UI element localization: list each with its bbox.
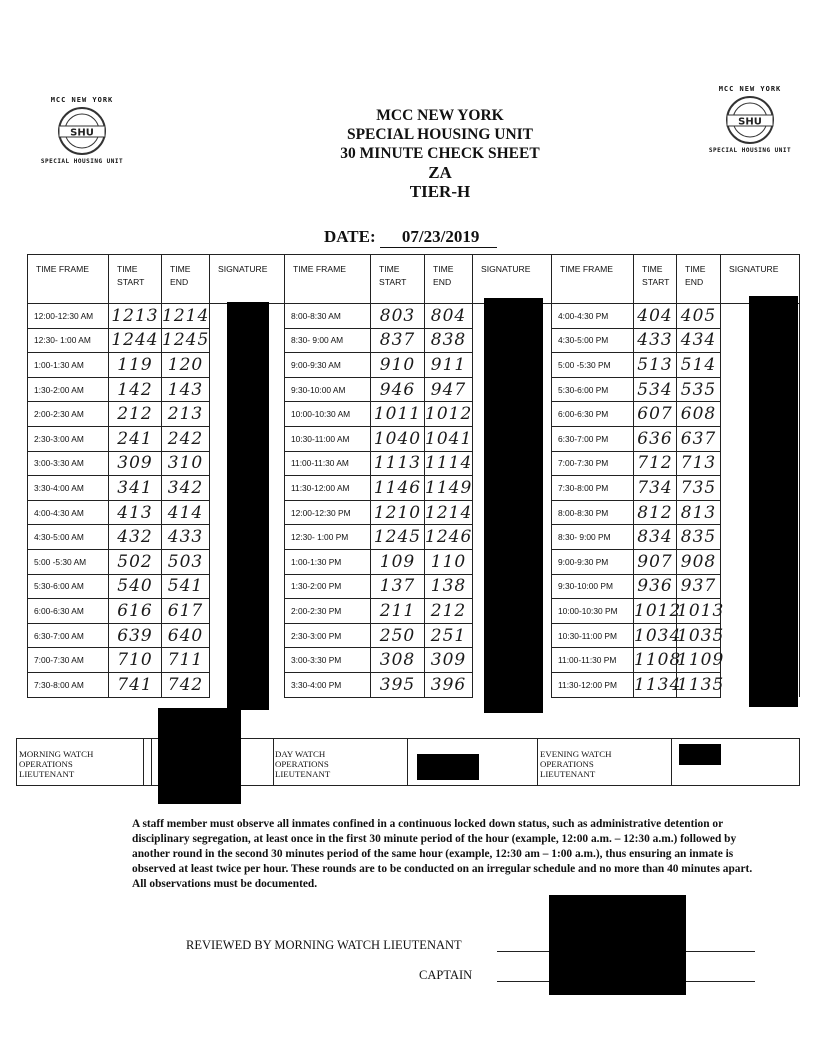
time-start-cell: 741 [109,672,162,697]
time-start-cell: 1034 [634,623,677,648]
time-start-cell: 1012 [634,599,677,624]
time-start-cell: 1245 [371,525,425,550]
time-start-cell: 432 [109,525,162,550]
time-start-cell: 1244 [109,328,162,353]
time-end-cell: 110 [425,549,473,574]
header-signature: SIGNATURE [473,255,552,304]
time-start-cell: 834 [634,525,677,550]
logo-top-text: MCC NEW YORK [50,96,114,104]
time-end-cell: 640 [162,623,210,648]
time-end-cell: 947 [425,377,473,402]
logo-bottom-text: SPECIAL HOUSING UNIT [708,147,792,154]
logo-seal-text: SHU [738,116,762,128]
shu-seal-icon [57,106,107,156]
time-frame-cell: 7:30-8:00 AM [28,672,109,697]
time-start-cell: 534 [634,377,677,402]
title-line-4: ZA [428,163,452,182]
time-end-cell: 310 [162,451,210,476]
time-start-cell: 404 [634,304,677,329]
time-start-cell: 119 [109,353,162,378]
header-time-start: TIME START [109,255,162,304]
table-body [28,304,800,698]
time-end-cell: 1214 [162,304,210,329]
time-frame-cell: 3:00-3:30 AM [28,451,109,476]
time-start-cell: 1113 [371,451,425,476]
time-start-cell: 250 [371,623,425,648]
time-start-cell: 211 [371,599,425,624]
logo-bottom-text: SPECIAL HOUSING UNIT [40,158,124,165]
header-time-end: TIME END [162,255,210,304]
table-row [28,402,800,427]
time-end-cell: 342 [162,476,210,501]
time-end-cell: 813 [677,500,721,525]
logo-top-text: MCC NEW YORK [718,85,782,93]
time-frame-cell: 2:00-2:30 PM [285,599,371,624]
redacted-signature-block [484,298,543,713]
time-end-cell: 514 [677,353,721,378]
time-start-cell: 109 [371,549,425,574]
time-end-cell: 143 [162,377,210,402]
time-frame-cell: 4:00-4:30 PM [552,304,634,329]
time-start-cell: 734 [634,476,677,501]
evening-watch-label: EVENING WATCH OPERATIONS LIEUTENANT [540,749,612,779]
time-frame-cell: 12:30- 1:00 PM [285,525,371,550]
header-time-end: TIME END [677,255,721,304]
time-end-cell: 309 [425,648,473,673]
header-time-frame: TIME FRAME [552,255,634,304]
time-frame-cell: 2:00-2:30 AM [28,402,109,427]
time-end-cell: 396 [425,672,473,697]
time-start-cell: 433 [634,328,677,353]
header-signature: SIGNATURE [210,255,285,304]
time-frame-cell: 7:00-7:30 PM [552,451,634,476]
table-row [28,353,800,378]
time-frame-cell: 9:30-10:00 AM [285,377,371,402]
reviewed-by-label: REVIEWED BY MORNING WATCH LIEUTENANT [186,938,462,952]
table-row [28,599,800,624]
time-start-cell: 502 [109,549,162,574]
time-end-cell: 804 [425,304,473,329]
shu-logo-left [37,96,127,165]
redacted-signature-block [417,754,479,780]
time-frame-cell: 1:30-2:00 PM [285,574,371,599]
time-start-cell: 910 [371,353,425,378]
time-frame-cell: 7:30-8:00 PM [552,476,634,501]
header-time-start: TIME START [634,255,677,304]
table-row [28,451,800,476]
time-start-cell: 1213 [109,304,162,329]
time-start-cell: 607 [634,402,677,427]
time-end-cell: 212 [425,599,473,624]
time-start-cell: 712 [634,451,677,476]
time-start-cell: 812 [634,500,677,525]
time-frame-cell: 10:30-11:00 PM [552,623,634,648]
time-frame-cell: 7:00-7:30 AM [28,648,109,673]
redacted-signature-block [679,744,721,765]
time-start-cell: 137 [371,574,425,599]
time-end-cell: 1041 [425,426,473,451]
time-frame-cell: 6:00-6:30 PM [552,402,634,427]
check-log-table [27,254,800,698]
time-end-cell: 608 [677,402,721,427]
time-end-cell: 1245 [162,328,210,353]
time-start-cell: 616 [109,599,162,624]
date-field [324,227,497,248]
time-frame-cell: 3:30-4:00 PM [285,672,371,697]
time-frame-cell: 2:30-3:00 PM [285,623,371,648]
time-frame-cell: 12:00-12:30 PM [285,500,371,525]
time-end-cell: 535 [677,377,721,402]
time-start-cell: 936 [634,574,677,599]
time-end-cell: 742 [162,672,210,697]
table-row [28,476,800,501]
time-start-cell: 907 [634,549,677,574]
time-start-cell: 1040 [371,426,425,451]
time-end-cell: 541 [162,574,210,599]
shu-logo-right [705,85,795,154]
table-row [28,648,800,673]
day-watch-label: DAY WATCH OPERATIONS LIEUTENANT [275,749,331,779]
time-frame-cell: 10:30-11:00 AM [285,426,371,451]
time-frame-cell: 10:00-10:30 PM [552,599,634,624]
time-end-cell: 138 [425,574,473,599]
time-frame-cell: 8:30- 9:00 AM [285,328,371,353]
time-start-cell: 309 [109,451,162,476]
redacted-signature-block [158,708,241,804]
time-end-cell: 213 [162,402,210,427]
time-end-cell: 1013 [677,599,721,624]
time-frame-cell: 8:00-8:30 PM [552,500,634,525]
time-start-cell: 341 [109,476,162,501]
time-start-cell: 803 [371,304,425,329]
time-end-cell: 433 [162,525,210,550]
time-start-cell: 639 [109,623,162,648]
time-frame-cell: 5:00 -5:30 AM [28,549,109,574]
time-start-cell: 636 [634,426,677,451]
time-end-cell: 1246 [425,525,473,550]
time-frame-cell: 8:00-8:30 AM [285,304,371,329]
time-start-cell: 1210 [371,500,425,525]
date-value: 07/23/2019 [380,227,497,248]
table-row [28,623,800,648]
time-end-cell: 911 [425,353,473,378]
time-start-cell: 540 [109,574,162,599]
time-frame-cell: 9:00-9:30 PM [552,549,634,574]
time-frame-cell: 11:30-12:00 AM [285,476,371,501]
header-time-end: TIME END [425,255,473,304]
redacted-signature-block [749,296,798,707]
time-end-cell: 1109 [677,648,721,673]
table-row [28,426,800,451]
table-row [28,549,800,574]
time-end-cell: 405 [677,304,721,329]
table-row [28,500,800,525]
time-start-cell: 513 [634,353,677,378]
time-frame-cell: 1:00-1:30 PM [285,549,371,574]
time-frame-cell: 10:00-10:30 AM [285,402,371,427]
time-start-cell: 142 [109,377,162,402]
table-row [28,328,800,353]
time-frame-cell: 2:30-3:00 AM [28,426,109,451]
time-frame-cell: 5:30-6:00 PM [552,377,634,402]
time-frame-cell: 9:30-10:00 PM [552,574,634,599]
title-line-5: TIER-H [409,182,471,201]
table-row [28,304,800,329]
time-frame-cell: 1:30-2:00 AM [28,377,109,402]
time-end-cell: 120 [162,353,210,378]
time-frame-cell: 5:30-6:00 AM [28,574,109,599]
title-line-3: 30 MINUTE CHECK SHEET [340,145,540,162]
redacted-signature-block [227,302,269,710]
time-end-cell: 1135 [677,672,721,697]
time-end-cell: 617 [162,599,210,624]
document-title [290,106,590,201]
redacted-signature-block [549,895,686,995]
table-header-row [28,255,800,304]
time-start-cell: 710 [109,648,162,673]
time-end-cell: 838 [425,328,473,353]
time-start-cell: 241 [109,426,162,451]
time-frame-cell: 12:00-12:30 AM [28,304,109,329]
time-start-cell: 946 [371,377,425,402]
time-frame-cell: 3:00-3:30 PM [285,648,371,673]
table-row [28,672,800,697]
header-time-frame: TIME FRAME [285,255,371,304]
time-start-cell: 395 [371,672,425,697]
title-line-1: MCC NEW YORK [376,107,504,124]
time-frame-cell: 4:00-4:30 AM [28,500,109,525]
time-start-cell: 308 [371,648,425,673]
time-end-cell: 1214 [425,500,473,525]
time-start-cell: 1011 [371,402,425,427]
time-start-cell: 1134 [634,672,677,697]
time-end-cell: 937 [677,574,721,599]
time-frame-cell: 4:30-5:00 PM [552,328,634,353]
time-end-cell: 1149 [425,476,473,501]
time-frame-cell: 11:00-11:30 PM [552,648,634,673]
time-end-cell: 908 [677,549,721,574]
time-end-cell: 637 [677,426,721,451]
table-row [28,574,800,599]
time-start-cell: 1108 [634,648,677,673]
time-end-cell: 713 [677,451,721,476]
time-start-cell: 837 [371,328,425,353]
time-frame-cell: 5:00 -5:30 PM [552,353,634,378]
header-time-start: TIME START [371,255,425,304]
time-frame-cell: 3:30-4:00 AM [28,476,109,501]
shu-seal-icon [725,95,775,145]
captain-label: CAPTAIN [419,968,473,982]
time-frame-cell: 12:30- 1:00 AM [28,328,109,353]
time-end-cell: 414 [162,500,210,525]
time-frame-cell: 6:30-7:00 AM [28,623,109,648]
header-signature: SIGNATURE [721,255,800,304]
time-end-cell: 1035 [677,623,721,648]
time-start-cell: 1146 [371,476,425,501]
time-end-cell: 503 [162,549,210,574]
time-start-cell: 212 [109,402,162,427]
time-frame-cell: 8:30- 9:00 PM [552,525,634,550]
time-frame-cell: 6:00-6:30 AM [28,599,109,624]
time-end-cell: 434 [677,328,721,353]
time-frame-cell: 6:30-7:00 PM [552,426,634,451]
time-frame-cell: 11:30-12:00 PM [552,672,634,697]
instructions-paragraph: A staff member must observe all inmates confined in a continuous locked down status, such as administrative detention or disciplinary segregation, at least once in the first 30 minute period of the hour (example, 12:00 a.m. – 12:30 a.m.) followed by another round in the second 30 minutes period of the same hour (example, 12:30 am – 1:00 a.m.), thus ensuring an inmate is observed at least twice per hour. These rounds are to be conducted on an irregular schedule and no more than 40 minutes apart. All observations must be documented. [132,818,753,890]
header-time-frame: TIME FRAME [28,255,109,304]
time-end-cell: 711 [162,648,210,673]
time-end-cell: 1114 [425,451,473,476]
time-frame-cell: 9:00-9:30 AM [285,353,371,378]
title-line-2: SPECIAL HOUSING UNIT [346,126,534,143]
time-end-cell: 242 [162,426,210,451]
time-end-cell: 251 [425,623,473,648]
time-frame-cell: 11:00-11:30 AM [285,451,371,476]
time-frame-cell: 1:00-1:30 AM [28,353,109,378]
date-label: DATE: [324,227,376,246]
time-end-cell: 1012 [425,402,473,427]
table-row [28,377,800,402]
morning-watch-label: MORNING WATCH OPERATIONS LIEUTENANT [19,749,94,779]
time-start-cell: 413 [109,500,162,525]
table-row [28,525,800,550]
time-end-cell: 835 [677,525,721,550]
time-frame-cell: 4:30-5:00 AM [28,525,109,550]
logo-seal-text: SHU [70,127,94,139]
time-end-cell: 735 [677,476,721,501]
